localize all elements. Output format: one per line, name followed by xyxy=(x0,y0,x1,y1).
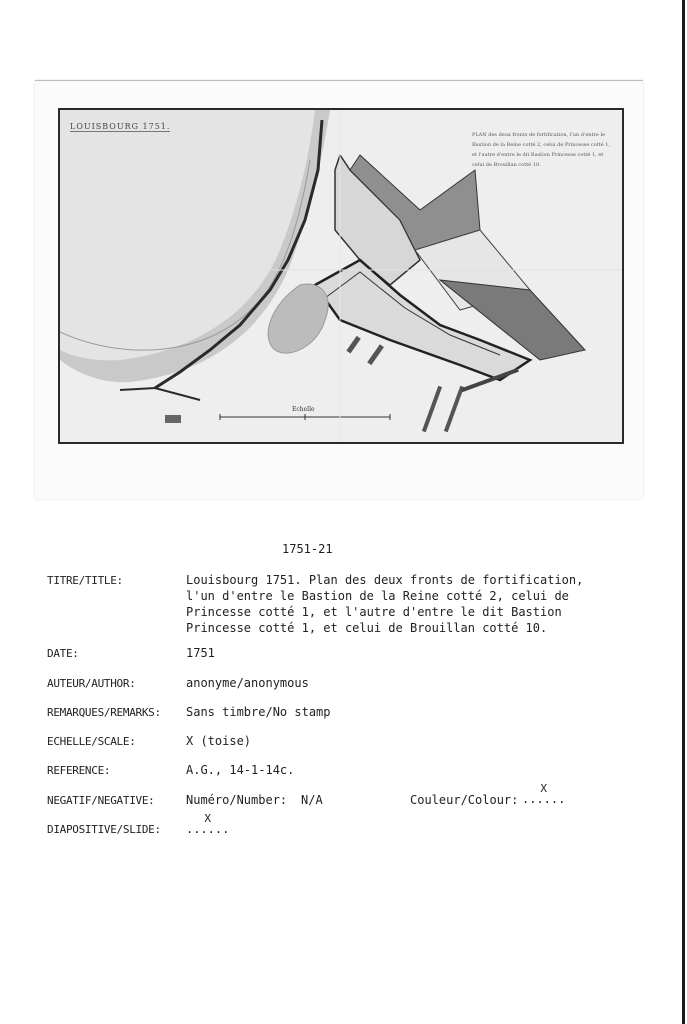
remarks-label: REMARQUES/REMARKS: xyxy=(47,706,161,719)
title-line: Princesse cotté 1, et celui de Brouillan cotté 10. xyxy=(186,621,548,635)
author-value: anonyme/anonymous xyxy=(186,676,309,690)
colour-checkbox xyxy=(522,784,565,804)
map-scale-label: Echelle xyxy=(292,406,315,413)
reference-value: A.G., 14-1-14c. xyxy=(186,763,295,777)
slide-mark: X xyxy=(204,812,211,825)
title-label: TITRE/TITLE: xyxy=(47,574,123,587)
remarks-value: Sans timbre/No stamp xyxy=(186,705,331,719)
map-caption-left: LOUISBOURG 1751. xyxy=(70,122,171,131)
colour-dots: ...... xyxy=(522,792,566,806)
date-label: DATE: xyxy=(47,647,79,660)
title-line: l'un d'entre le Bastion de la Reine cotté 2, celui de xyxy=(186,589,569,603)
reference-label: REFERENCE: xyxy=(47,764,111,777)
page-edge xyxy=(682,0,685,1024)
colour-mark: X xyxy=(540,782,547,795)
author-label: AUTEUR/AUTHOR: xyxy=(47,677,136,690)
negative-number-label: Numéro/Number: xyxy=(186,793,288,807)
reference-number: 1751-21 xyxy=(282,542,333,556)
scale-value: X (toise) xyxy=(186,734,252,748)
negative-label: NEGATIF/NEGATIVE: xyxy=(47,794,155,807)
map-caption-right: PLAN des deux fronts de fortification, l'un d'entre le Bastion de la Reine cotté 2, celui de Princesse cotté 1, et l'autre d'entre le dit Bastion Princesse cotté 1, et celui de Brouillan cotté 10. xyxy=(472,132,611,168)
historic-map xyxy=(58,108,624,444)
negative-number-value: N/A xyxy=(301,793,323,807)
slide-dots: ...... xyxy=(186,822,230,836)
slide-checkbox xyxy=(186,814,229,834)
title-value xyxy=(186,572,616,636)
title-line: Louisbourg 1751. Plan des deux fronts de fortification, xyxy=(186,573,584,587)
date-value: 1751 xyxy=(186,646,215,660)
scale-label: ECHELLE/SCALE: xyxy=(47,735,136,748)
slide-label: DIAPOSITIVE/SLIDE: xyxy=(47,823,161,836)
title-line: Princesse cotté 1, et l'autre d'entre le dit Bastion xyxy=(186,605,562,619)
colour-label: Couleur/Colour: xyxy=(410,793,519,807)
